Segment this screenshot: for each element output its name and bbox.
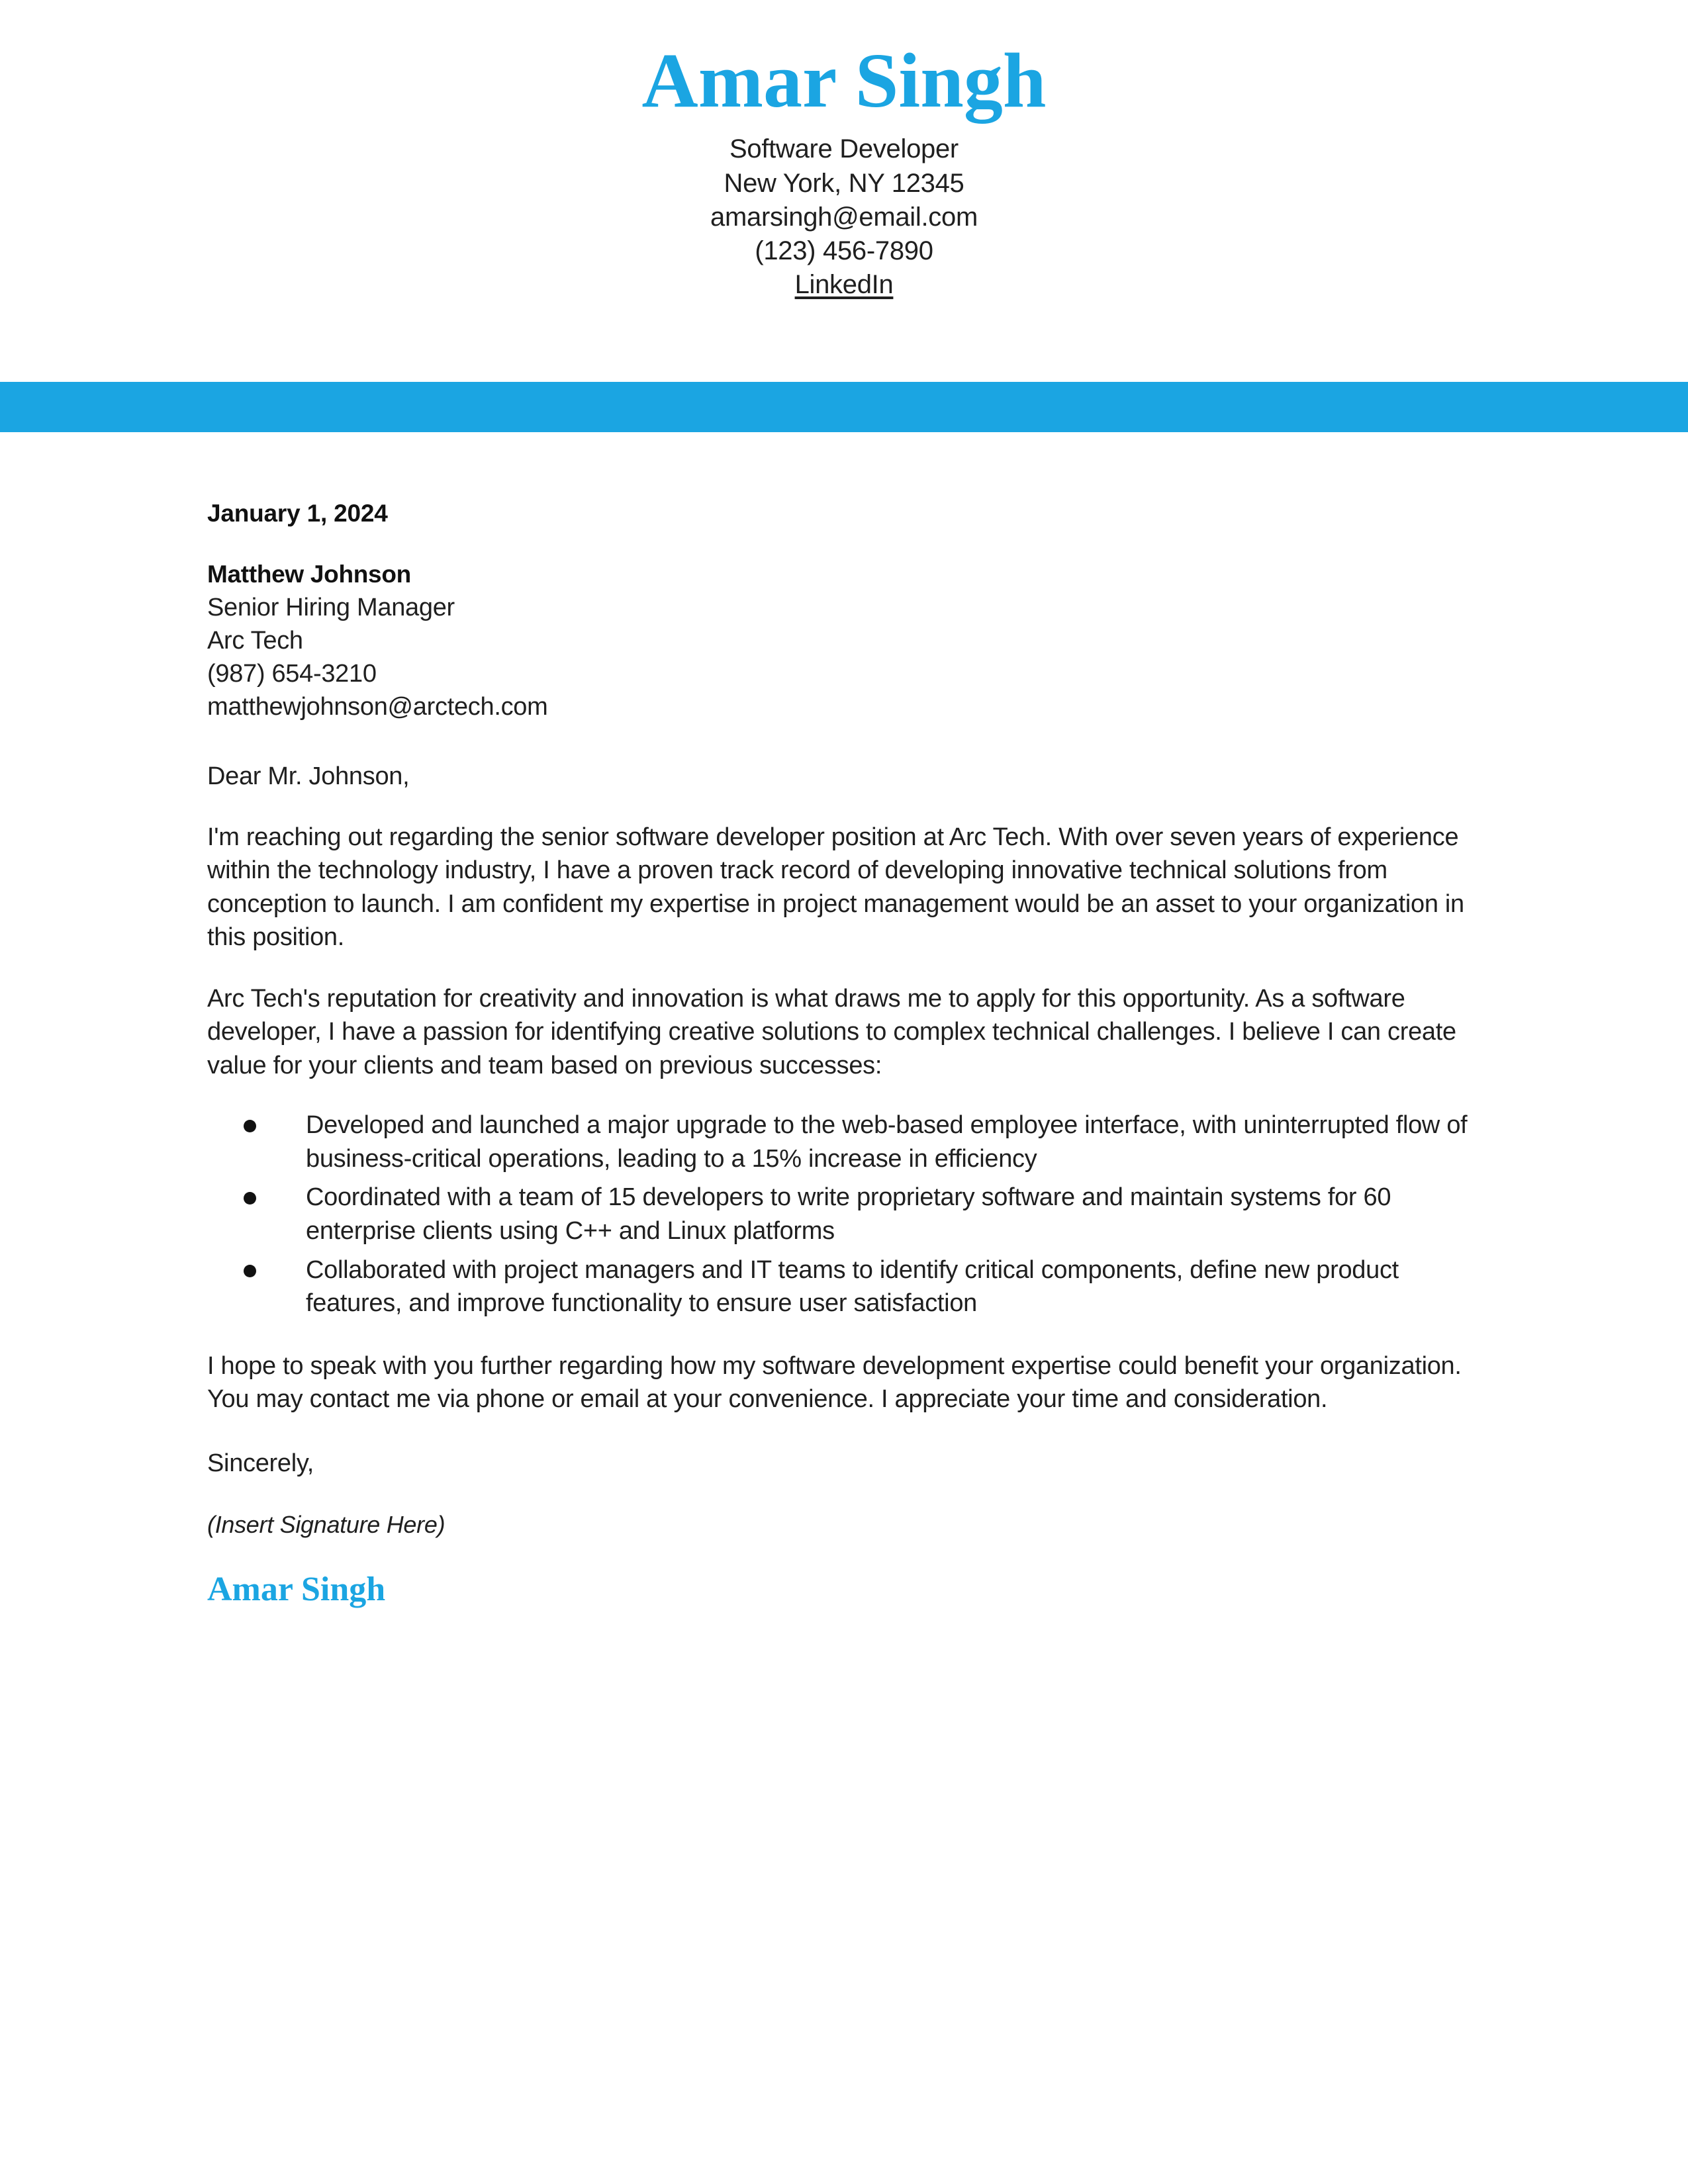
- recipient-phone: (987) 654-3210: [207, 660, 377, 688]
- letter-date: January 1, 2024: [207, 500, 388, 527]
- list-item-text: Coordinated with a team of 15 developers to write proprietary software and maintain systems for 60 enterprise clients using C++ and Linux platforms: [306, 1183, 1391, 1246]
- body-paragraph-1: I'm reaching out regarding the senior software developer position at Arc Tech. With over seven years of experience within the technology industry, I have a proven track record of developing innovative technical solutions from conception to launch. I am confident my expertise in project management would be an asset to your organization in this position.: [207, 823, 1464, 952]
- contact-phone: (123) 456-7890: [755, 236, 933, 265]
- recipient-block: [207, 559, 1478, 723]
- contact-job-title: Software Developer: [729, 134, 959, 164]
- body-paragraph-3: I hope to speak with you further regarding how my software development expertise could benefit your organization. You may contact me via phone or email at your convenience. I appreciate your time and consideration.: [207, 1351, 1462, 1414]
- salutation: Dear Mr. Johnson,: [207, 762, 410, 790]
- signature-name: Amar Singh: [207, 1570, 386, 1609]
- signoff: Sincerely,: [207, 1449, 314, 1477]
- contact-email: amarsingh@email.com: [710, 202, 978, 232]
- recipient-title: Senior Hiring Manager: [207, 593, 455, 621]
- linkedin-link[interactable]: LinkedIn: [794, 270, 894, 300]
- achievements-list: [207, 1109, 1478, 1320]
- body-paragraph-2: Arc Tech's reputation for creativity and innovation is what draws me to apply for this opportunity. As a software developer, I have a passion for identifying creative solutions to complex technical challenges. I believe I can create value for your clients and team based on previous successes:: [207, 984, 1456, 1079]
- recipient-company: Arc Tech: [207, 627, 303, 655]
- bullet-point-icon: [244, 1265, 256, 1277]
- accent-divider-bar: [0, 382, 1688, 432]
- contact-location: New York, NY 12345: [724, 168, 964, 198]
- list-item: [207, 1181, 1478, 1248]
- letter-header: [0, 0, 1688, 302]
- letter-body: [207, 498, 1478, 1611]
- recipient-email: matthewjohnson@arctech.com: [207, 693, 548, 721]
- bullet-point-icon: [244, 1192, 256, 1205]
- list-item-text: Collaborated with project managers and IT teams to identify critical components, define new product features, and improve functionality to ensure user satisfaction: [306, 1255, 1399, 1318]
- contact-info-list: [0, 132, 1688, 302]
- list-item: [207, 1253, 1478, 1320]
- bullet-point-icon: [244, 1120, 256, 1132]
- signature-placeholder: (Insert Signature Here): [207, 1510, 445, 1538]
- recipient-name: Matthew Johnson: [207, 561, 411, 588]
- candidate-name: Amar Singh: [641, 37, 1047, 124]
- list-item-text: Developed and launched a major upgrade to the web-based employee interface, with uninterrupted flow of business-critical operations, leading to a 15% increase in efficiency: [306, 1111, 1468, 1173]
- list-item: [207, 1109, 1478, 1175]
